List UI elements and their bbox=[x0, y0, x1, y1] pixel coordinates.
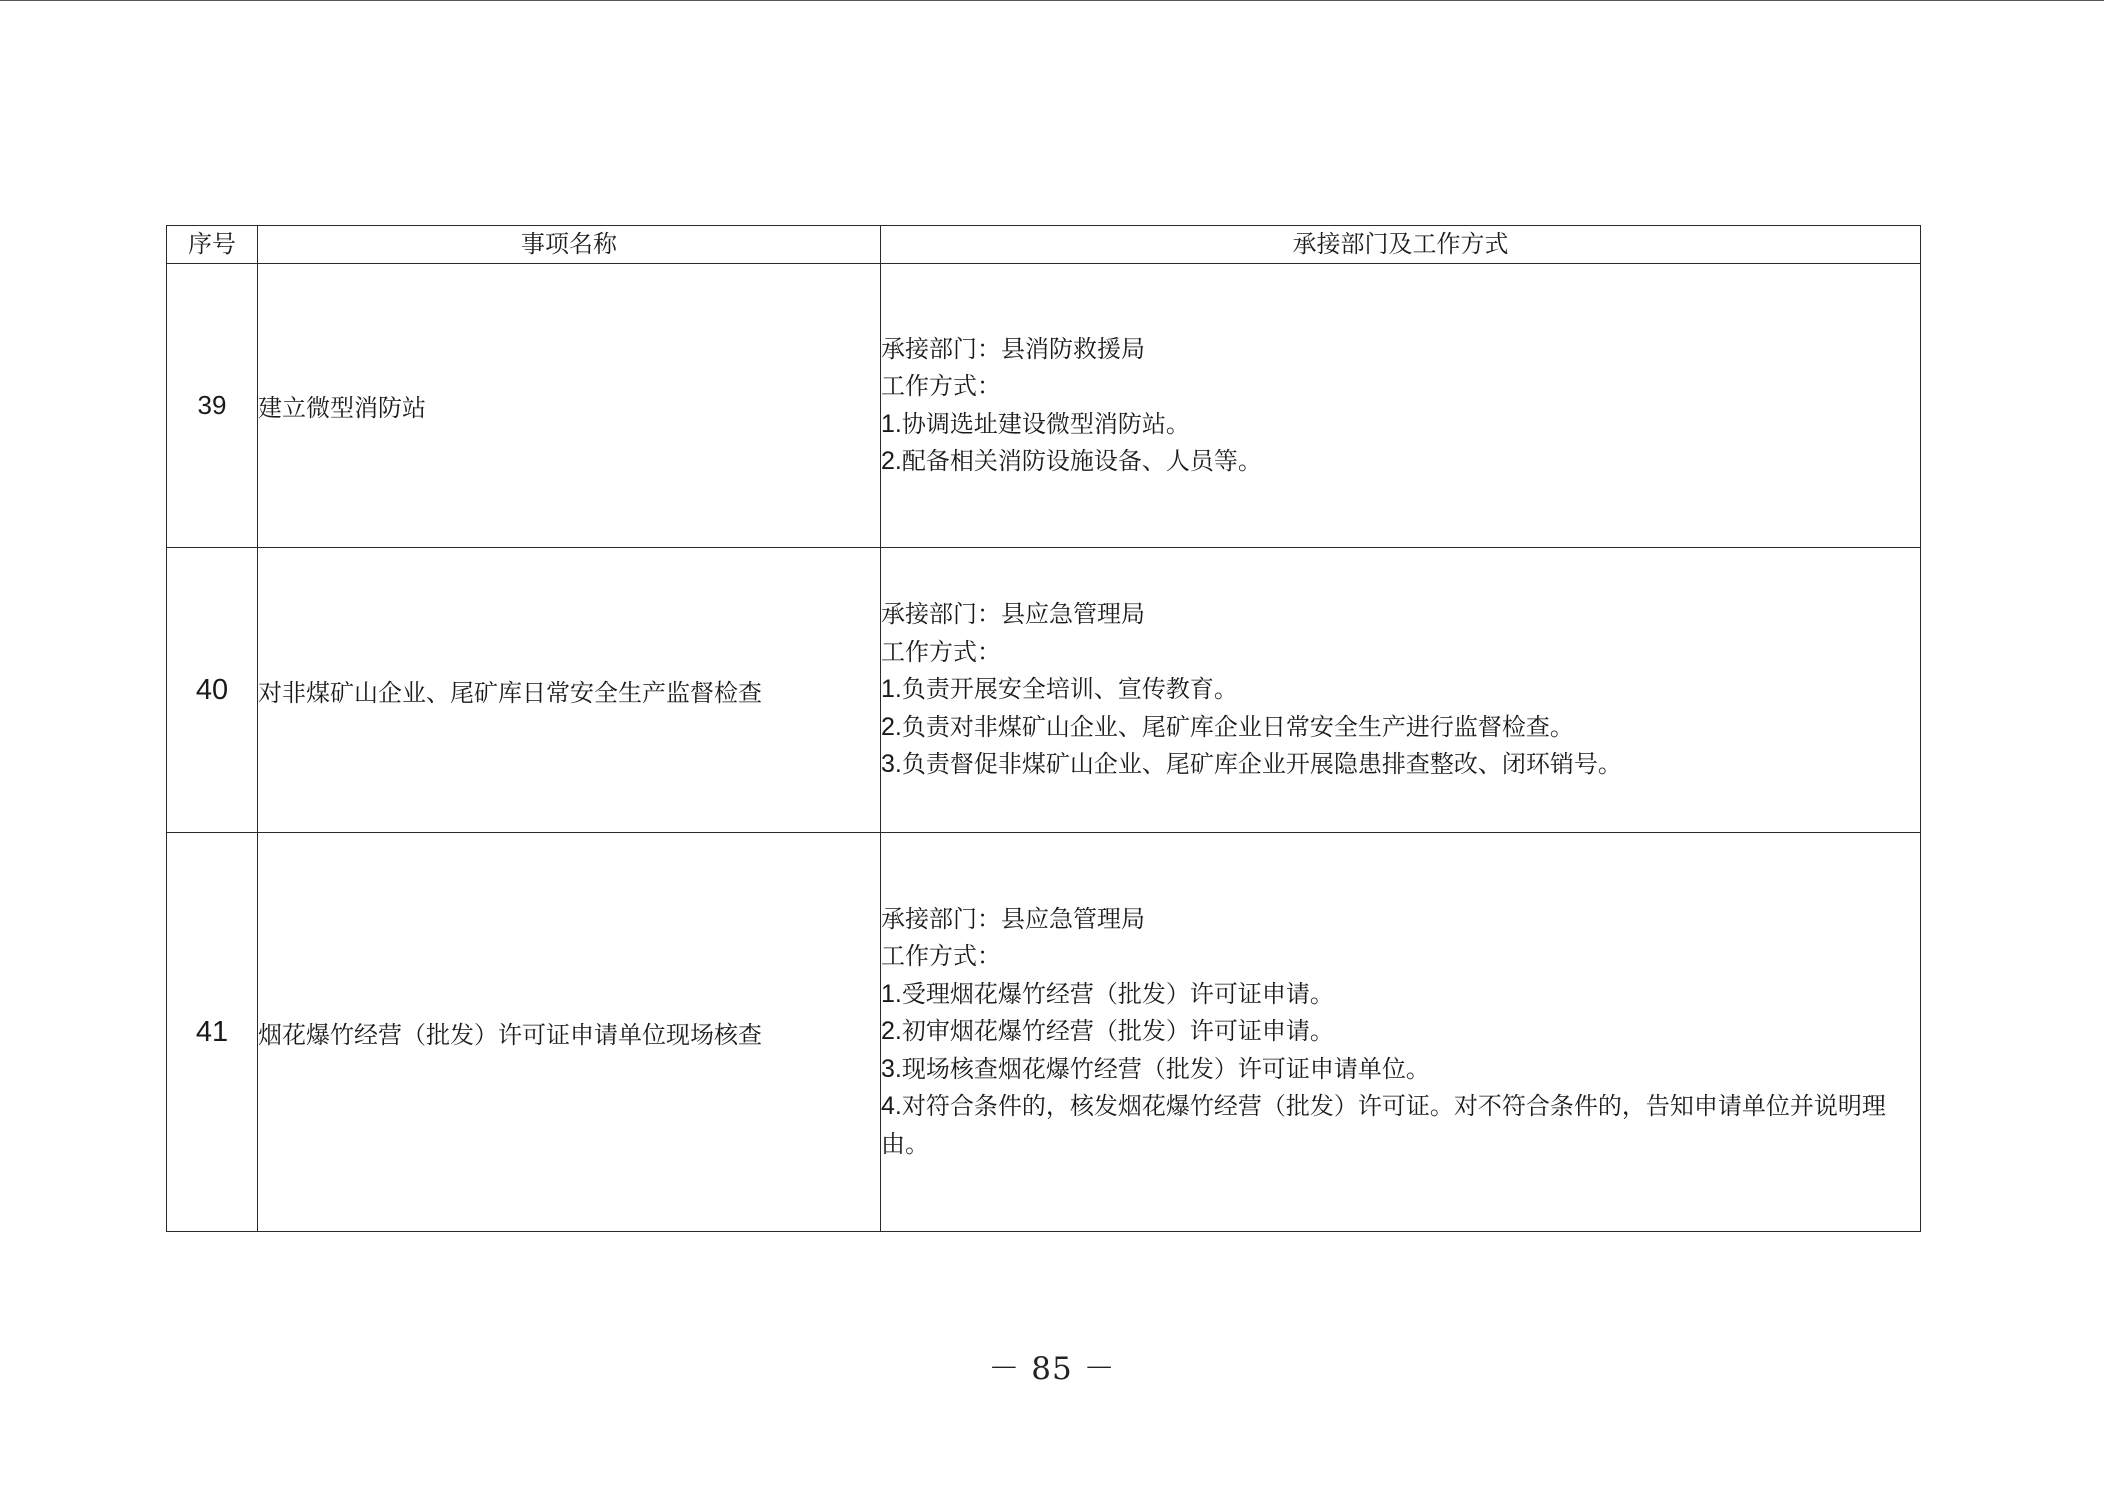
method-step bbox=[881, 1088, 1920, 1163]
method-label: 工作方式： bbox=[881, 942, 1001, 971]
table-row bbox=[167, 833, 1921, 1232]
step-number: 2. bbox=[881, 712, 902, 741]
page-top-border bbox=[0, 0, 2104, 1]
step-text: 负责开展安全培训、宣传教育。 bbox=[901, 675, 1238, 704]
header-seq: 序号 bbox=[167, 226, 258, 264]
method-step bbox=[881, 976, 1920, 1014]
step-number: 2. bbox=[881, 447, 902, 475]
step-number: 3. bbox=[881, 1054, 902, 1083]
table-header-row bbox=[167, 226, 1921, 264]
items-table bbox=[166, 225, 1921, 1232]
dept-line: 承接部门：县消防救援局 bbox=[881, 334, 1145, 363]
step-text: 现场核查烟花爆竹经营（批发）许可证申请单位。 bbox=[901, 1054, 1430, 1083]
step-number: 2. bbox=[881, 1017, 902, 1046]
step-text: 受理烟花爆竹经营（批发）许可证申请。 bbox=[901, 979, 1334, 1008]
row-dept-method bbox=[881, 264, 1921, 548]
step-number: 1. bbox=[881, 675, 902, 704]
method-step bbox=[881, 709, 1920, 747]
step-text: 对符合条件的，核发烟花爆竹经营（批发）许可证。对不符合条件的，告知申请单位并说明理由。 bbox=[881, 1092, 1886, 1158]
row-dept-method bbox=[881, 833, 1921, 1232]
row-item-name: 烟花爆竹经营（批发）许可证申请单位现场核查 bbox=[258, 833, 881, 1232]
method-step bbox=[881, 443, 1920, 481]
step-text: 配备相关消防设施设备、人员等。 bbox=[901, 447, 1262, 475]
table-row bbox=[167, 264, 1921, 548]
step-number: 4. bbox=[881, 1092, 902, 1121]
header-dept-method: 承接部门及工作方式 bbox=[881, 226, 1921, 264]
row-item-name: 建立微型消防站 bbox=[258, 264, 881, 548]
row-seq: 40 bbox=[167, 548, 258, 833]
row-seq: 41 bbox=[167, 833, 258, 1232]
header-item-name: 事项名称 bbox=[258, 226, 881, 264]
step-text: 初审烟花爆竹经营（批发）许可证申请。 bbox=[901, 1017, 1334, 1046]
method-label: 工作方式： bbox=[881, 637, 1001, 666]
method-step bbox=[881, 746, 1920, 784]
row-seq: 39 bbox=[167, 264, 258, 548]
method-step bbox=[881, 406, 1920, 444]
method-step bbox=[881, 1013, 1920, 1051]
step-number: 3. bbox=[881, 750, 902, 779]
step-number: 1. bbox=[881, 979, 902, 1008]
table-row bbox=[167, 548, 1921, 833]
method-step bbox=[881, 671, 1920, 709]
method-step bbox=[881, 1051, 1920, 1089]
dept-line: 承接部门：县应急管理局 bbox=[881, 904, 1145, 933]
step-text: 负责督促非煤矿山企业、尾矿库企业开展隐患排查整改、闭环销号。 bbox=[901, 750, 1622, 779]
page-number: － 85 － bbox=[988, 1351, 1116, 1387]
step-text: 负责对非煤矿山企业、尾矿库企业日常安全生产进行监督检查。 bbox=[901, 712, 1574, 741]
row-item-name: 对非煤矿山企业、尾矿库日常安全生产监督检查 bbox=[258, 548, 881, 833]
method-label: 工作方式： bbox=[881, 372, 1001, 400]
step-text: 协调选址建设微型消防站。 bbox=[901, 409, 1190, 438]
step-number: 1. bbox=[881, 409, 902, 438]
row-dept-method bbox=[881, 548, 1921, 833]
dept-line: 承接部门：县应急管理局 bbox=[881, 600, 1145, 629]
